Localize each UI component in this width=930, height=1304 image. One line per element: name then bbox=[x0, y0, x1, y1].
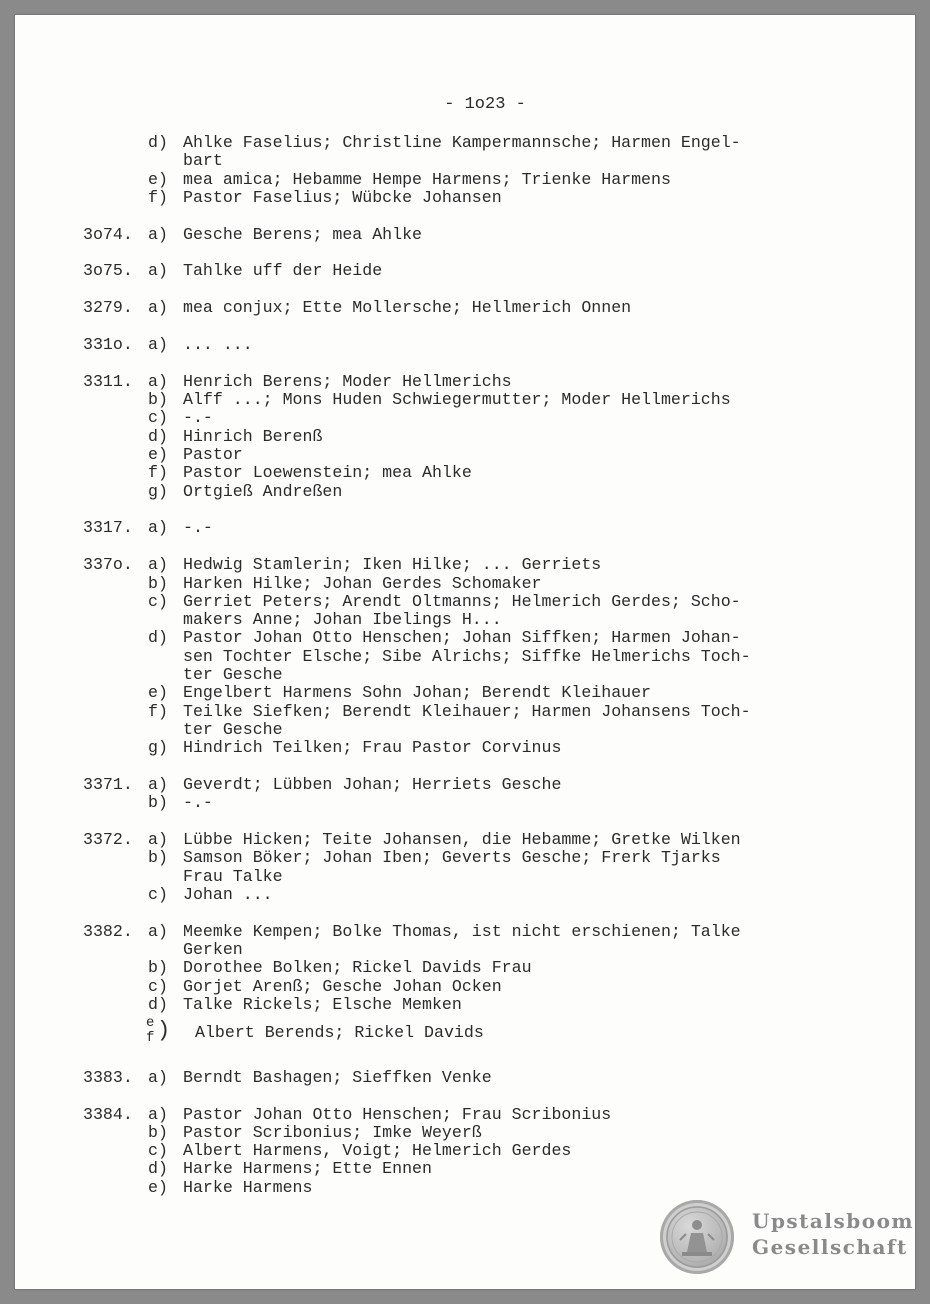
entry-key: d) bbox=[148, 994, 168, 1014]
entry-key: g) bbox=[148, 738, 168, 758]
entry-key: a) bbox=[148, 335, 168, 355]
entry-number: 3384. bbox=[83, 1104, 133, 1124]
entry-text: Albert Harmens, Voigt; Helmerich Gerdes bbox=[183, 1141, 572, 1161]
entry-text: Pastor Johan Otto Henschen; Frau Scribonius bbox=[183, 1104, 612, 1124]
entry-key: e) bbox=[148, 169, 168, 189]
entry-key: c) bbox=[148, 408, 168, 428]
entry-line bbox=[15, 519, 915, 537]
entry bbox=[15, 262, 915, 280]
entry-text: Gerken bbox=[183, 940, 243, 960]
entry-key: a) bbox=[148, 298, 168, 318]
entry-line bbox=[15, 446, 915, 464]
entry-key: b) bbox=[148, 793, 168, 813]
entry-line bbox=[15, 739, 915, 757]
entry-text: ... ... bbox=[183, 335, 253, 355]
entry-key: e) bbox=[148, 683, 168, 703]
entry-number: 3o74. bbox=[83, 224, 133, 244]
entry bbox=[15, 226, 915, 244]
document-page bbox=[15, 15, 915, 1289]
entry-line bbox=[15, 483, 915, 501]
entry-line bbox=[15, 996, 915, 1014]
entry bbox=[15, 831, 915, 904]
entry-key: c) bbox=[148, 976, 168, 996]
entry-key: d) bbox=[148, 1159, 168, 1179]
entry bbox=[15, 299, 915, 317]
entry-line bbox=[15, 593, 915, 611]
entry-line bbox=[15, 575, 915, 593]
entry-line bbox=[15, 299, 915, 317]
entry-number: 3o75. bbox=[83, 261, 133, 281]
publisher-logo bbox=[660, 1200, 915, 1280]
logo-line-1: Upstalsboom bbox=[752, 1209, 915, 1233]
entry-text: Talke Rickels; Elsche Memken bbox=[183, 994, 462, 1014]
entry-key: b) bbox=[148, 390, 168, 410]
entry-line bbox=[15, 721, 915, 739]
entry-key: c) bbox=[148, 1141, 168, 1161]
entry-text: mea conjux; Ette Mollersche; Hellmerich Onnen bbox=[183, 298, 632, 318]
entry-line bbox=[15, 868, 915, 886]
entry bbox=[15, 776, 915, 813]
entry-line bbox=[15, 464, 915, 482]
entry-line bbox=[15, 794, 915, 812]
entry bbox=[15, 923, 915, 1050]
entry-text: Hindrich Teilken; Frau Pastor Corvinus bbox=[183, 738, 562, 758]
entry-text: Alff ...; Mons Huden Schwiegermutter; Moder Hellmerichs bbox=[183, 390, 731, 410]
entry-line bbox=[15, 1069, 915, 1087]
entry-line bbox=[15, 611, 915, 629]
entry-key: a) bbox=[148, 921, 168, 941]
entry-number: 3311. bbox=[83, 371, 133, 391]
entry-line bbox=[15, 336, 915, 354]
entry-number: 3383. bbox=[83, 1067, 133, 1087]
entry-key: a) bbox=[148, 555, 168, 575]
entry-line bbox=[15, 849, 915, 867]
entry-key: c) bbox=[148, 885, 168, 904]
entry bbox=[15, 1069, 915, 1087]
entry-line bbox=[15, 1106, 915, 1124]
entry-key: b) bbox=[148, 958, 168, 978]
entry bbox=[15, 1106, 915, 1197]
entry-line bbox=[15, 189, 915, 207]
entry-line bbox=[15, 703, 915, 721]
entry-line bbox=[15, 373, 915, 391]
entry-text: Dorothee Bolken; Rickel Davids Frau bbox=[183, 958, 532, 978]
entry-line bbox=[15, 262, 915, 280]
entry-line bbox=[15, 831, 915, 849]
entry-text: ter Gesche bbox=[183, 719, 283, 739]
entry-bracket: ) bbox=[157, 1018, 171, 1044]
entry-text: -.- bbox=[183, 518, 213, 538]
entry-text: Frau Talke bbox=[183, 866, 283, 886]
entry-line bbox=[15, 428, 915, 446]
entry-text: Gesche Berens; mea Ahlke bbox=[183, 224, 422, 244]
entry-text: Johan ... bbox=[183, 885, 273, 904]
entry-line bbox=[15, 923, 915, 941]
entry-text: Hedwig Stamlerin; Iken Hilke; ... Gerriets bbox=[183, 555, 602, 575]
entry-key: a) bbox=[148, 830, 168, 850]
entry-text: Harke Harmens bbox=[183, 1177, 313, 1197]
entry-line bbox=[15, 1124, 915, 1142]
entry-number: 3317. bbox=[83, 518, 133, 538]
entry-text: -.- bbox=[183, 793, 213, 813]
entry-text: Tahlke uff der Heide bbox=[183, 261, 383, 281]
entry-text: Gorjet Arenß; Gesche Johan Ocken bbox=[183, 976, 502, 996]
entry bbox=[15, 336, 915, 354]
entry-key: b) bbox=[148, 848, 168, 868]
entry-text: Harke Harmens; Ette Ennen bbox=[183, 1159, 432, 1179]
entry bbox=[15, 519, 915, 537]
entry-number: 3382. bbox=[83, 921, 133, 941]
entry-text: Hinrich Berenß bbox=[183, 426, 323, 446]
entry-key: d) bbox=[148, 628, 168, 648]
entry-line bbox=[15, 886, 915, 904]
entry-line bbox=[15, 648, 915, 666]
entry-merged-line bbox=[15, 1014, 915, 1050]
entry-key: a) bbox=[148, 371, 168, 391]
logo-line-2: Gesellschaft bbox=[752, 1235, 908, 1259]
entry-text: Pastor Johan Otto Henschen; Johan Siffken; Harmen Johan- bbox=[183, 628, 741, 648]
entry-key: e bbox=[146, 1015, 155, 1032]
entry-line bbox=[15, 1142, 915, 1160]
entry-line bbox=[15, 134, 915, 152]
entry-text: Lübbe Hicken; Teite Johansen, die Hebamme; Gretke Wilken bbox=[183, 830, 741, 850]
entry-line bbox=[15, 978, 915, 996]
entry-line bbox=[15, 226, 915, 244]
entry-line bbox=[15, 1160, 915, 1178]
entry-text: mea amica; Hebamme Hempe Harmens; Trienke Harmens bbox=[183, 169, 671, 189]
entry-number: 3371. bbox=[83, 775, 133, 795]
entry-key: a) bbox=[148, 261, 168, 281]
entry-text: Engelbert Harmens Sohn Johan; Berendt Kleihauer bbox=[183, 683, 652, 703]
entry-key: b) bbox=[148, 573, 168, 593]
entry-key: e) bbox=[148, 445, 168, 465]
entry-key: d) bbox=[148, 426, 168, 446]
entry-text: Ortgieß Andreßen bbox=[183, 481, 343, 501]
entry-key: f) bbox=[148, 463, 168, 483]
entry-line bbox=[15, 171, 915, 189]
entry-line bbox=[15, 959, 915, 977]
entry-text: Teilke Siefken; Berendt Kleihauer; Harmen Johansens Toch- bbox=[183, 701, 751, 721]
entry-text: Berndt Bashagen; Sieffken Venke bbox=[183, 1067, 492, 1087]
entry-text: ter Gesche bbox=[183, 665, 283, 685]
entry-key: a) bbox=[148, 1104, 168, 1124]
page-number: - 1o23 - bbox=[444, 95, 526, 114]
entry-number: 3279. bbox=[83, 298, 133, 318]
entry-key: c) bbox=[148, 591, 168, 611]
entry-number: 3372. bbox=[83, 830, 133, 850]
entry-text: Ahlke Faselius; Christline Kampermannsche; Harmen Engel- bbox=[183, 133, 741, 152]
entry-number: 337o. bbox=[83, 555, 133, 575]
entry-text: Pastor Scribonius; Imke Weyerß bbox=[183, 1122, 482, 1142]
entry-text: Gerriet Peters; Arendt Oltmanns; Helmerich Gerdes; Scho- bbox=[183, 591, 741, 611]
entry-line bbox=[15, 776, 915, 794]
entry-key: b) bbox=[148, 1122, 168, 1142]
entry-text: Pastor Faselius; Wübcke Johansen bbox=[183, 187, 502, 207]
entry-text: Samson Böker; Johan Iben; Geverts Gesche; Frerk Tjarks bbox=[183, 848, 721, 868]
entry-key: f bbox=[146, 1030, 155, 1047]
entry-text: bart bbox=[183, 151, 223, 171]
entry-line bbox=[15, 666, 915, 684]
entry-text: Meemke Kempen; Bolke Thomas, ist nicht erschienen; Talke bbox=[183, 921, 741, 941]
entry-key: a) bbox=[148, 224, 168, 244]
entry-key: g) bbox=[148, 481, 168, 501]
entry-text: Pastor Loewenstein; mea Ahlke bbox=[183, 463, 472, 483]
entry-key: f) bbox=[148, 701, 168, 721]
entry-text: Albert Berends; Rickel Davids bbox=[195, 1023, 484, 1043]
entry-text: Harken Hilke; Johan Gerdes Schomaker bbox=[183, 573, 542, 593]
entry-text: Pastor bbox=[183, 445, 243, 465]
entry bbox=[15, 373, 915, 501]
entry-line bbox=[15, 391, 915, 409]
entry-text: makers Anne; Johan Ibelings H... bbox=[183, 610, 502, 630]
entry-number: 331o. bbox=[83, 335, 133, 355]
entry bbox=[15, 556, 915, 757]
entry-line bbox=[15, 1179, 915, 1197]
entry-text: sen Tochter Elsche; Sibe Alrichs; Siffke Helmerichs Toch- bbox=[183, 646, 751, 666]
entry-line bbox=[15, 152, 915, 170]
entry-key: e) bbox=[148, 1177, 168, 1197]
seal-icon bbox=[660, 1200, 734, 1274]
entry-key: a) bbox=[148, 518, 168, 538]
entry-line bbox=[15, 556, 915, 574]
entry-line bbox=[15, 684, 915, 702]
entry-key: a) bbox=[148, 775, 168, 795]
entry-text: Geverdt; Lübben Johan; Herriets Gesche bbox=[183, 775, 562, 795]
entry-key: d) bbox=[148, 133, 168, 152]
entry-text: Henrich Berens; Moder Hellmerichs bbox=[183, 371, 512, 391]
entry bbox=[15, 134, 915, 207]
entry-line bbox=[15, 941, 915, 959]
entry-line bbox=[15, 629, 915, 647]
entry-key: f) bbox=[148, 187, 168, 207]
entry-text: -.- bbox=[183, 408, 213, 428]
entry-list bbox=[15, 134, 915, 1197]
entry-line bbox=[15, 409, 915, 427]
entry-key: a) bbox=[148, 1067, 168, 1087]
